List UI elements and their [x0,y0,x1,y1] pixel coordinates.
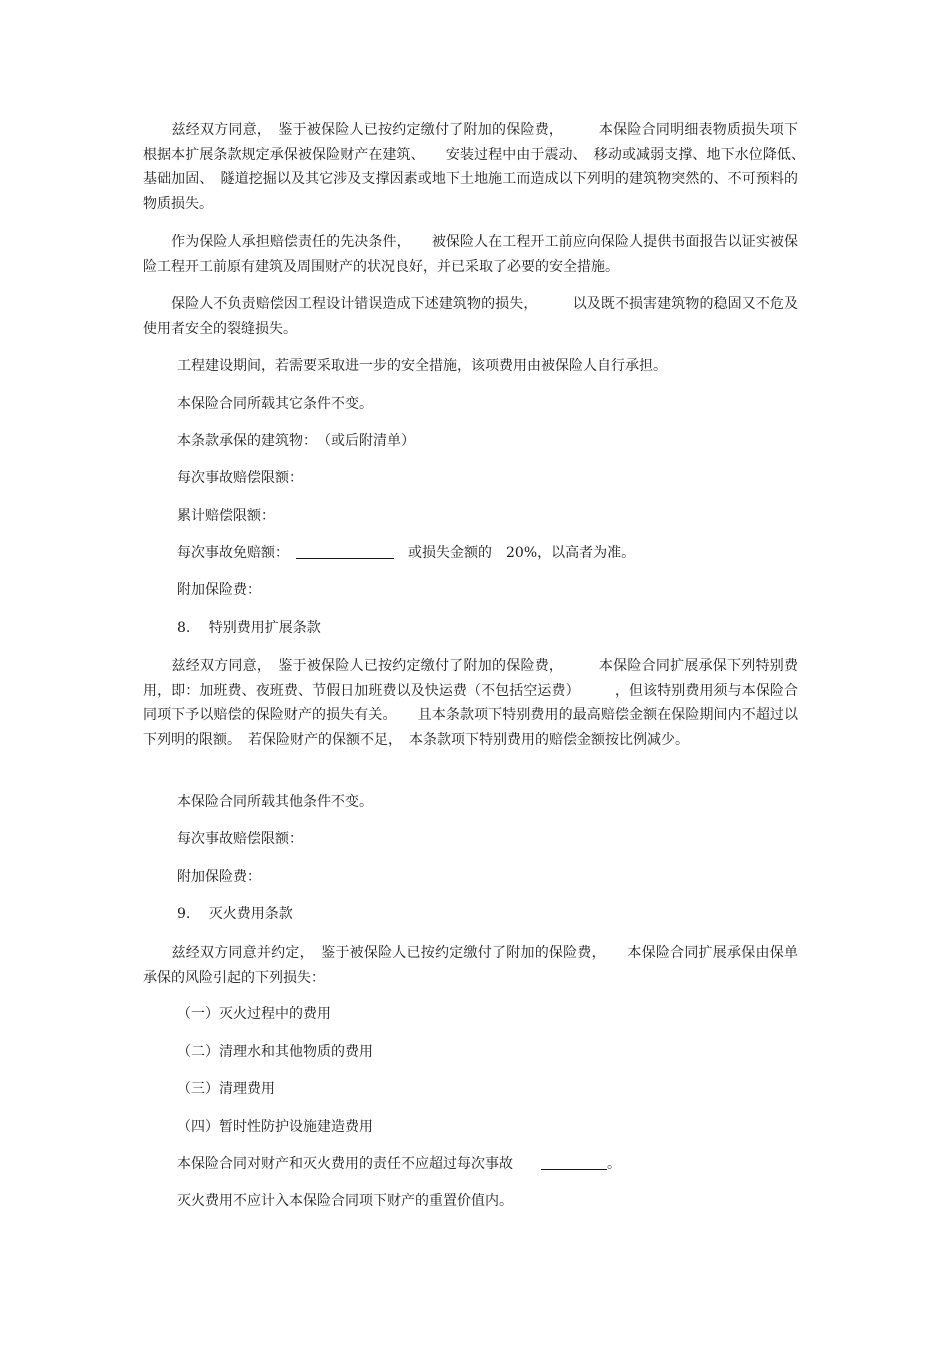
list-item-2: （二）清理水和其他物质的费用 [177,1044,373,1060]
paragraph-replacement-value: 灭火费用不应计入本保险合同项下财产的重置价值内。 [177,1193,513,1209]
field-insured-buildings: 本条款承保的建筑物： （或后附清单） [177,433,415,449]
field-per-accident-limit-2: 每次事故赔偿限额： [177,831,303,847]
field-additional-premium-2: 附加保险费： [177,869,261,885]
liability-blank [541,1155,607,1170]
list-item-4: （四）暂时性防护设施建造费用 [177,1119,373,1135]
field-deductible [177,543,635,563]
liability-label: 本保险合同对财产和灭火费用的责任不应超过每次事故 [177,1156,541,1172]
paragraph-vibration-clause: 兹经双方同意， 鉴于被保险人已按约定缴付了附加的保险费， 本保险合同明细表物质损失项下根据本扩展条款规定承保被保险财产在建筑、 安装过程中由于震动、 移动或减弱支撑、地下水位降低、 基础加固、 隧道挖掘以及其它涉及支撑因素或地下土地施工而造成以下列明的建筑物突然的、不可预料的物质损失。 [143,122,812,212]
deductible-label: 每次事故免赔额： [177,545,296,561]
heading-clause-9: 9. 灭火费用条款 [177,906,293,922]
paragraph-liability-limit [177,1154,621,1174]
field-per-accident-limit: 每次事故赔偿限额： [177,470,303,486]
paragraph-other-conditions: 本保险合同所载其它条件不变。 [177,396,373,412]
field-aggregate-limit: 累计赔偿限额： [177,508,275,524]
list-item-3: （三）清理费用 [177,1081,275,1097]
heading-clause-8: 8. 特别费用扩展条款 [177,620,321,636]
field-additional-premium: 附加保险费： [177,582,261,598]
paragraph-firefighting: 兹经双方同意并约定， 鉴于被保险人已按约定缴付了附加的保险费， 本保险合同扩展承保由保单承保的风险引起的下列损失： [143,945,798,986]
liability-suffix: 。 [607,1156,621,1172]
list-item-1: （一）灭火过程中的费用 [177,1006,331,1022]
paragraph-exclusion: 保险人不负责赔偿因工程设计错误造成下述建筑物的损失， 以及既不损害建筑物的稳固又不危及使用者安全的裂缝损失。 [143,296,798,337]
paragraph-safety-measures: 工程建设期间，若需要采取进一步的安全措施，该项费用由被保险人自行承担。 [177,358,667,374]
paragraph-precondition: 作为保险人承担赔偿责任的先决条件， 被保险人在工程开工前应向保险人提供书面报告以证实被保险工程开工前原有建筑及周围财产的状况良好，并已采取了必要的安全措施。 [143,234,798,275]
paragraph-other-conditions-2: 本保险合同所载其他条件不变。 [177,794,373,810]
deductible-blank [296,544,394,559]
paragraph-special-expenses: 兹经双方同意， 鉴于被保险人已按约定缴付了附加的保险费， 本保险合同扩展承保下列特别费用，即：加班费、夜班费、节假日加班费以及快运费（不包括空运费） ，但该特别费用须与本保险合同项下予以赔偿的保险财产的损失有关。 且本条款项下特别费用的最高赔偿金额在保险期间内不超过以下列明的限额。 若保险财产的保额不足， 本条款项下特别费用的赔偿金额按比例减少。 [143,658,798,748]
deductible-suffix: 或损失金额的 20%，以高者为准。 [394,545,636,561]
